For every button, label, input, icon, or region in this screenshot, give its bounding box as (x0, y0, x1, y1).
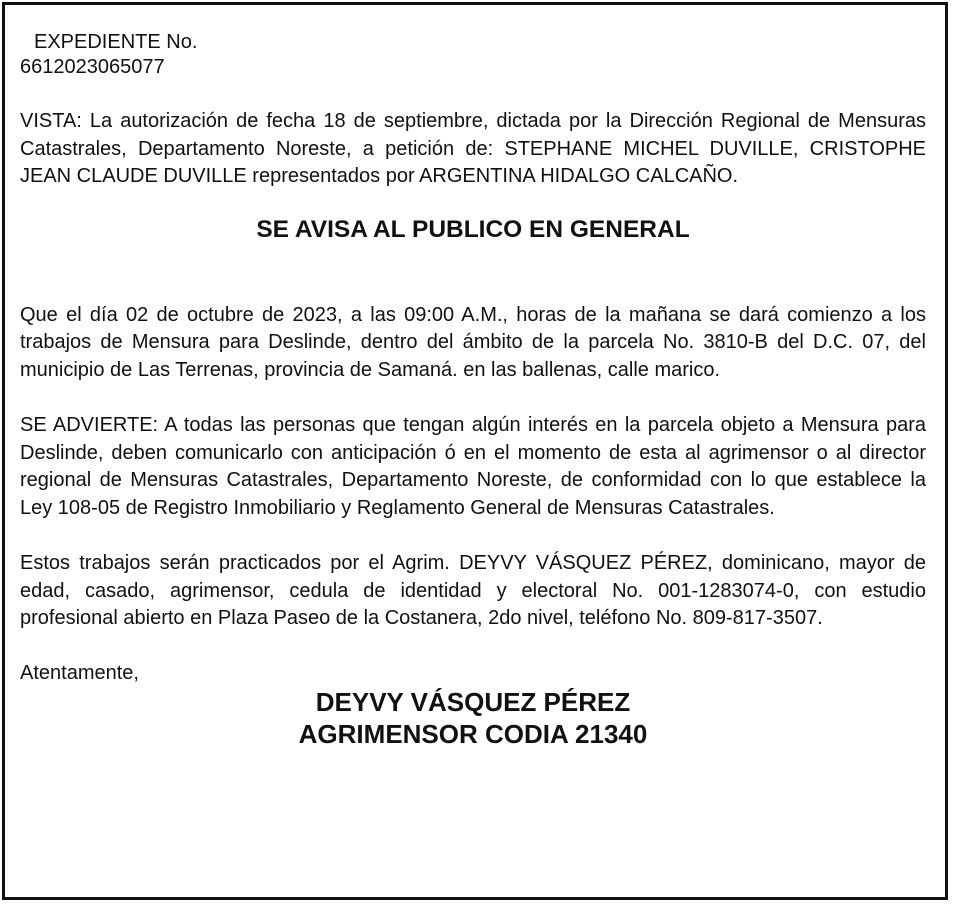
practicados-paragraph: Estos trabajos serán practicados por el Agrim. DEYVY VÁSQUEZ PÉREZ, dominicano, mayor de edad, casado, agrimensor, cedula de identidad y electoral No. 001-1283074-0, con estudio profesional abierto en Plaza Paseo de la Costanera, 2do nivel, teléfono No. 809-817-3507. (20, 552, 926, 629)
advierte-paragraph: SE ADVIERTE: A todas las personas que tengan algún interés en la parcela objeto a Mensura para Deslinde, deben comunicarlo con anticipación ó en el momento de esta al agrimensor o al director regional de Mensuras Catastrales, Departamento Noreste, de conformidad con lo que establece la Ley 108-05 de Registro Inmobiliario y Reglamento General de Mensuras Catastrales. (20, 414, 926, 519)
aviso-paragraph: Que el día 02 de octubre de 2023, a las 09:00 A.M., horas de la mañana se dará comienzo a los trabajos de Mensura para Deslinde, dentro del ámbito de la parcela No. 3810-B del D.C. 07, del municipio de Las Terrenas, provincia de Samaná. en las ballenas, calle marico. (20, 303, 926, 381)
expediente-label: EXPEDIENTE No. (34, 31, 198, 53)
expediente-number: 6612023065077 (20, 56, 165, 78)
closing-text: Atentamente, (20, 661, 139, 684)
notice-content (20, 30, 926, 750)
notice-heading: SE AVISA AL PUBLICO EN GENERAL (256, 215, 690, 243)
vista-paragraph: VISTA: La autorización de fecha 18 de septiembre, dictada por la Dirección Regional de Mensuras Catastrales, Departamento Noreste, a petición de: STEPHANE MICHEL DUVILLE, CRISTOPHE JEAN CLAUDE DUVILLE representados por ARGENTINA HIDALGO CALCAÑO. (20, 110, 926, 187)
signature-title: AGRIMENSOR CODIA 21340 (298, 718, 648, 749)
signature-name: DEYVY VÁSQUEZ PÉREZ (315, 686, 631, 717)
